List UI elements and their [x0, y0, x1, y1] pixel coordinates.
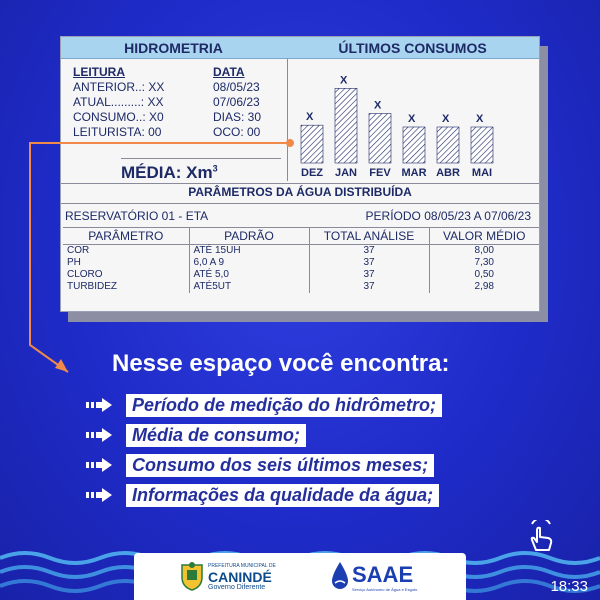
month-label: JAN: [334, 167, 358, 179]
ultimos-consumos-title: ÚLTIMOS CONSUMOS: [338, 40, 487, 56]
table-cell: 2,98: [429, 281, 539, 293]
leitura-header: LEITURA: [73, 65, 125, 79]
table-cell: COR: [67, 245, 90, 256]
reservatorio-label: RESERVATÓRIO 01 - ETA: [65, 209, 209, 223]
leitura-value: OCO: 00: [213, 125, 261, 139]
column-header: VALOR MÉDIO: [429, 228, 539, 245]
table-cell: TURBIDEZ: [67, 281, 117, 292]
table-cell: 7,30: [429, 257, 539, 269]
saae-logo: [330, 559, 440, 595]
bar-value-label: X: [340, 74, 348, 87]
slogan: Governo Diferente: [208, 584, 266, 591]
arrow-right-icon: [86, 428, 112, 442]
arrow-right-icon: [86, 488, 112, 502]
periodo-label: PERÍODO 08/05/23 A 07/06/23: [365, 209, 531, 223]
table-cell: 37: [309, 269, 429, 281]
prefeitura-label: PREFEITURA MUNICIPAL DE: [208, 563, 276, 569]
info-list: [86, 390, 442, 510]
hidrometria-title: HIDROMETRIA: [124, 40, 223, 56]
list-item: [86, 420, 442, 450]
bar-value-label: X: [374, 99, 382, 112]
table-cell: CLORO: [67, 269, 103, 280]
table-cell: 8,00: [429, 245, 539, 258]
caninde-logo: [180, 559, 300, 595]
arrow-right-icon: [86, 398, 112, 412]
info-item-text: Consumo dos seis últimos meses;: [126, 454, 434, 477]
month-label: FEV: [369, 167, 391, 179]
month-label: ABR: [436, 167, 460, 179]
table-cell: 37: [309, 257, 429, 269]
leitura-label: ATUAL.........: XX: [73, 95, 164, 109]
leitura-value: DIAS: 30: [213, 110, 262, 124]
list-item: [86, 450, 442, 480]
column-header: PARÂMETRO: [63, 228, 189, 245]
leitura-label: LEITURISTA: 00: [73, 125, 162, 139]
leitura-value: 07/06/23: [213, 95, 260, 109]
caninde-crest-icon: [180, 561, 204, 591]
water-drop-icon: [330, 561, 350, 591]
table-cell: PH: [67, 257, 81, 268]
table-cell: 6,0 A 9: [189, 257, 309, 269]
table-cell: ATÉ 5,0: [189, 269, 309, 281]
info-item-text: Média de consumo;: [126, 424, 306, 447]
table-cell: 37: [309, 281, 429, 293]
leitura-label: ANTERIOR..: XX: [73, 80, 165, 94]
bar-value-label: X: [476, 113, 484, 125]
month-label: DEZ: [301, 167, 323, 179]
column-header: PADRÃO: [189, 228, 309, 245]
bar-value-label: X: [442, 113, 450, 125]
saae-name: SAAE: [352, 562, 414, 587]
month-label: MAI: [471, 167, 493, 179]
table-cell: ATÉ 15UH: [189, 245, 309, 258]
leitura-label: CONSUMO..: X0: [73, 110, 164, 124]
column-header: TOTAL ANÁLISE: [309, 228, 429, 245]
data-header: DATA: [213, 65, 245, 79]
leitura-value: 08/05/23: [213, 80, 260, 94]
bar-value-label: X: [306, 111, 314, 124]
city-name: CANINDÉ: [208, 569, 272, 585]
info-item-text: Período de medição do hidrômetro;: [126, 394, 442, 417]
list-item: [86, 480, 442, 510]
info-heading: Nesse espaço você encontra:: [112, 350, 450, 377]
media-unit-exponent: 3: [212, 163, 218, 174]
saae-subtitle: Serviço Autônomo de Água e Esgoto: [352, 587, 418, 592]
list-item: [86, 390, 442, 420]
media-label: MÉDIA: Xm: [121, 163, 213, 182]
month-label: MAR: [401, 167, 427, 179]
video-timestamp: 18:33: [550, 578, 588, 595]
info-item-text: Informações da qualidade da água;: [126, 484, 439, 507]
table-cell: 0,50: [429, 269, 539, 281]
arrow-right-icon: [86, 458, 112, 472]
bar-value-label: X: [408, 113, 416, 125]
table-cell: 37: [309, 245, 429, 258]
parametros-title: PARÂMETROS DA ÁGUA DISTRIBUÍDA: [188, 185, 412, 199]
table-cell: ATÉ5UT: [189, 281, 309, 293]
footer-logos: [134, 553, 466, 600]
